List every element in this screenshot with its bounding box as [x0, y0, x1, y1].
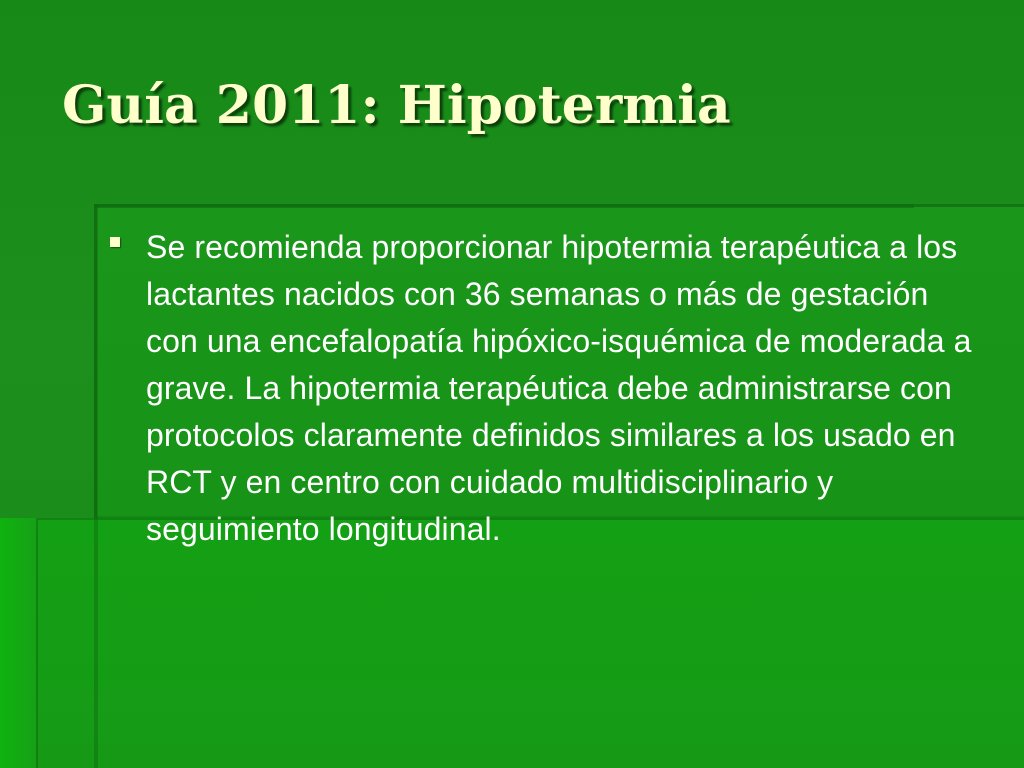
decorative-panel-lower [36, 518, 1024, 768]
decorative-edge-top [94, 204, 914, 208]
slide-body [108, 224, 988, 553]
bullet-text: Se recomienda proporcionar hipotermia terapéutica a los lactantes nacidos con 36 semanas o más de gestación con una encefalopatía hipóxico-isquémica de moderada a grave. La hipotermia terapéutica debe administrarse con protocolos claramente definidos similares a los usado en RCT y en centro con cuidado multidisciplinario y seguimiento longitudinal. [146, 229, 972, 547]
slide-title: Guía 2011: Hipotermia [62, 75, 731, 136]
bullet-item [108, 224, 988, 553]
decorative-edge-vertical [94, 204, 98, 768]
square-bullet-icon [110, 237, 120, 247]
